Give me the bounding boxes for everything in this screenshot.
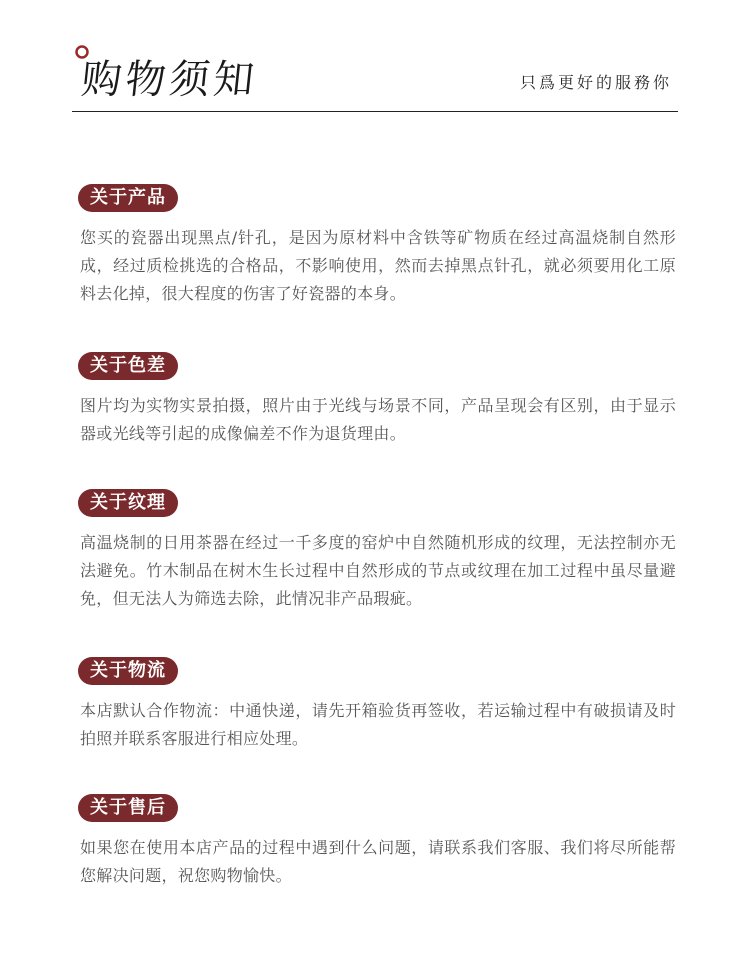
section-heading: 关于纹理 [78, 489, 178, 517]
section-text: 本店默认合作物流：中通快递，请先开箱验货再签收，若运输过程中有破损请及时拍照并联系客服进行相应处理。 [80, 701, 676, 748]
section-heading: 关于色差 [78, 352, 178, 380]
section-text: 您买的瓷器出现黑点/针孔，是因为原材料中含铁等矿物质在经过高温烧制自然形成，经过质检挑选的合格品，不影响使用，然而去掉黑点针孔，就必须要用化工原料去化掉，很大程度的伤害了好瓷器的本身。 [80, 228, 676, 303]
section-after-sales [78, 794, 678, 890]
section-logistics [78, 657, 678, 753]
section-product [78, 184, 678, 308]
section-texture [78, 489, 678, 613]
section-heading: 关于产品 [78, 184, 178, 212]
slogan: 只爲更好的服務你 [519, 73, 672, 92]
section-heading: 关于售后 [78, 794, 178, 822]
page-header [72, 40, 678, 112]
section-heading: 关于物流 [78, 657, 178, 685]
section-text: 高温烧制的日用茶器在经过一千多度的窑炉中自然随机形成的纹理，无法控制亦无法避免。竹木制品在树木生长过程中自然形成的节点或纹理在加工过程中虽尽量避免，但无法人为筛选去除，此情况非产品瑕疵。 [80, 533, 676, 608]
header-divider [72, 111, 678, 112]
section-text: 图片均为实物实景拍摄，照片由于光线与场景不同，产品呈现会有区别，由于显示器或光线等引起的成像偏差不作为退货理由。 [80, 396, 676, 443]
section-text: 如果您在使用本店产品的过程中遇到什么问题，请联系我们客服、我们将尽所能帮您解决问题，祝您购物愉快。 [80, 838, 676, 885]
page-title: 购物须知 [79, 57, 261, 103]
section-color-difference [78, 352, 678, 448]
